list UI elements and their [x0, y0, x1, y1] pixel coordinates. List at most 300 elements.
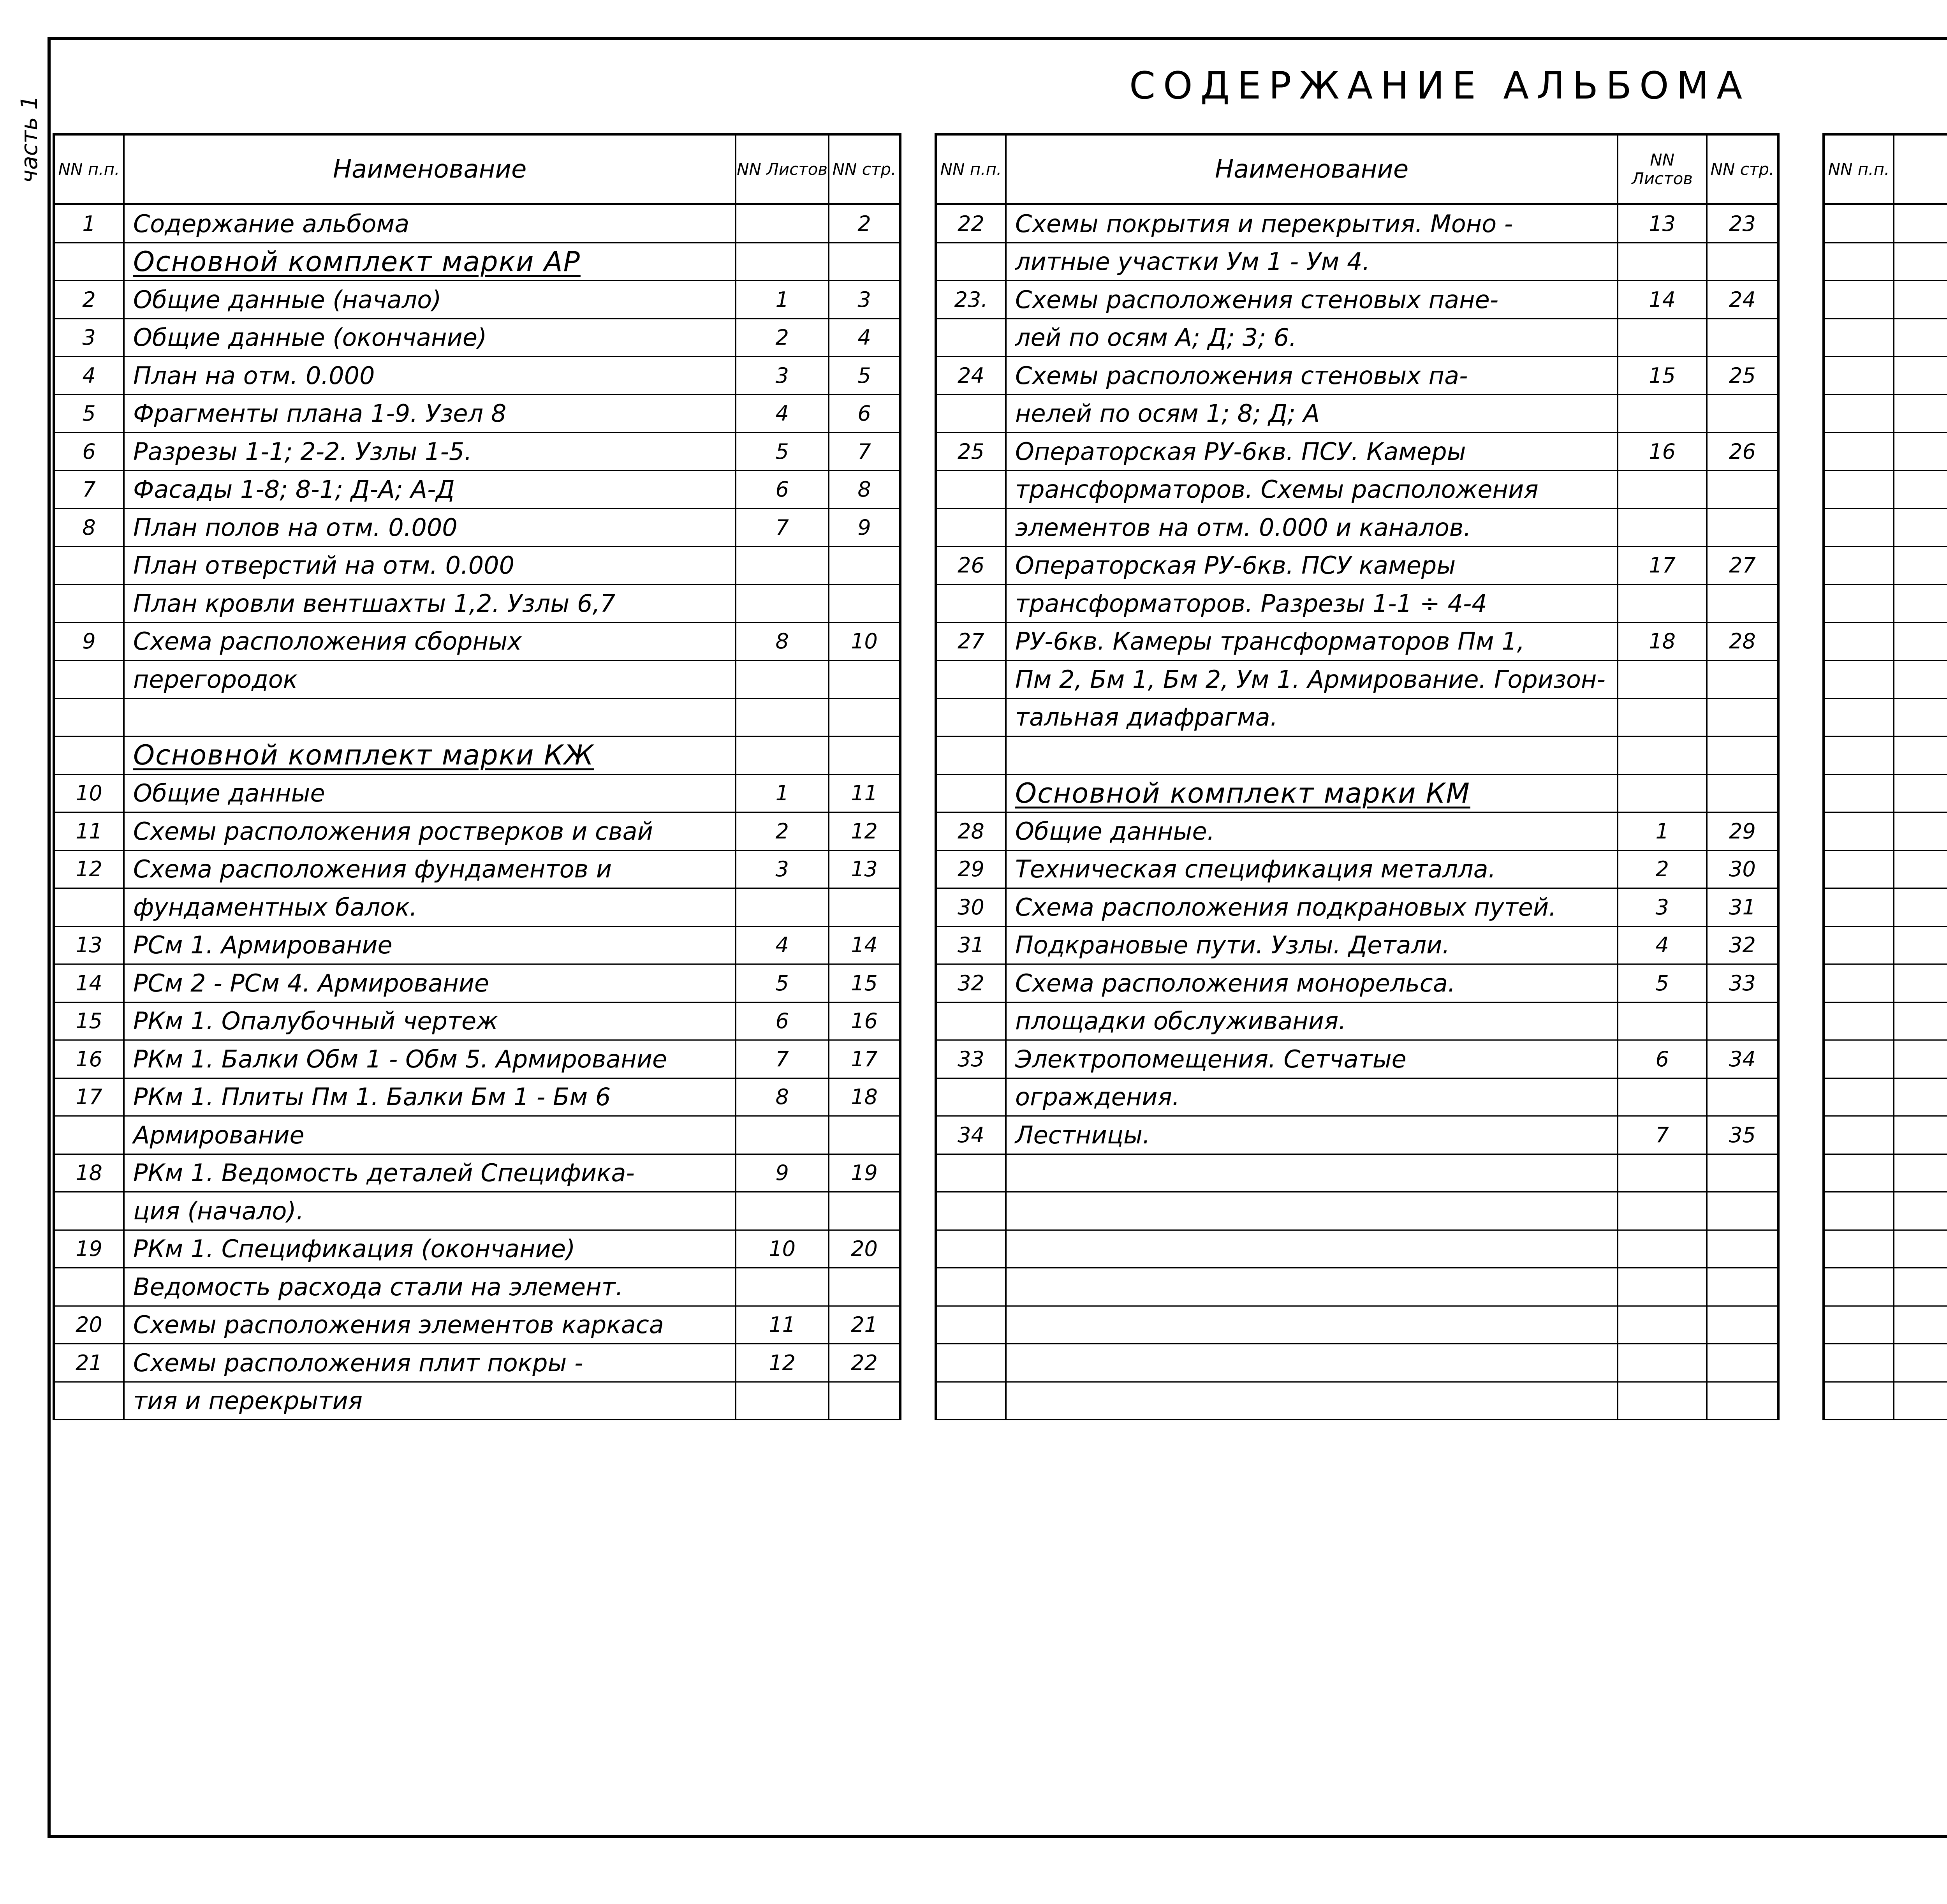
row-name	[1894, 547, 1947, 584]
row-page	[829, 737, 899, 774]
table-row	[53, 205, 901, 243]
table-row	[53, 395, 901, 433]
table-row	[53, 1117, 901, 1155]
row-sheets	[1618, 471, 1708, 508]
row-number	[1825, 1231, 1894, 1268]
contents-table-1	[53, 133, 901, 1420]
row-number	[937, 471, 1007, 508]
row-name	[1894, 1307, 1947, 1344]
row-name	[1894, 623, 1947, 660]
row-number	[55, 585, 125, 622]
row-sheets: 7	[736, 509, 829, 546]
row-name: Схемы покрытия и перекрытия. Моно -	[1007, 205, 1618, 242]
row-name: трансформаторов. Разрезы 1-1 ÷ 4-4	[1007, 585, 1618, 622]
row-number: 24	[937, 357, 1007, 394]
table-row	[1822, 889, 1947, 927]
row-name	[1007, 1344, 1618, 1381]
table-row	[1822, 1307, 1947, 1345]
row-number	[937, 661, 1007, 698]
row-page	[1708, 319, 1777, 356]
row-sheets	[1618, 1231, 1708, 1268]
row-number: 23.	[937, 281, 1007, 318]
row-name: Схема расположения подкрановых путей.	[1007, 889, 1618, 926]
header-sheets: NN Листов	[736, 136, 829, 203]
table-row	[53, 965, 901, 1003]
table-row	[1822, 927, 1947, 965]
row-number	[1825, 395, 1894, 432]
row-sheets	[736, 1383, 829, 1420]
row-sheets	[736, 1268, 829, 1305]
row-name: Основной комплект марки КЖ	[125, 737, 736, 774]
row-number	[937, 319, 1007, 356]
row-name: площадки обслуживания.	[1007, 1003, 1618, 1040]
row-page: 4	[857, 325, 871, 350]
row-number	[55, 661, 125, 698]
row-name: Разрезы 1-1; 2-2. Узлы 1-5.	[125, 433, 736, 470]
table-row	[935, 585, 1780, 623]
row-sheets: 3	[1618, 889, 1708, 926]
row-number	[1825, 319, 1894, 356]
row-name: План на отм. 0.000	[125, 357, 736, 394]
row-sheets: 4	[736, 927, 829, 964]
row-sheets: 16	[1618, 433, 1708, 470]
table-row	[53, 927, 901, 965]
row-name: ограждения.	[1007, 1079, 1618, 1116]
row-name	[1894, 319, 1947, 356]
header-sheets: NN Листов	[1618, 136, 1708, 203]
row-sheets: 6	[736, 471, 829, 508]
row-name	[1894, 471, 1947, 508]
row-number: 18	[55, 1155, 125, 1192]
row-name: Общие данные.	[1007, 813, 1618, 850]
table-row	[1822, 1344, 1947, 1383]
row-name: Схема расположения фундаментов и	[125, 851, 736, 888]
row-sheets: 4	[1618, 927, 1708, 964]
row-name	[1894, 851, 1947, 888]
table-row	[1822, 1079, 1947, 1117]
row-page: 31	[1729, 895, 1756, 919]
row-sheets	[1618, 585, 1708, 622]
row-sheets: 10	[736, 1231, 829, 1268]
row-name	[1894, 205, 1947, 242]
row-sheets	[736, 699, 829, 736]
row-number: 11	[55, 813, 125, 850]
row-page: 30	[1729, 857, 1756, 882]
row-page	[1708, 1155, 1777, 1192]
row-number	[1825, 661, 1894, 698]
row-sheets: 6	[736, 1003, 829, 1040]
table-row	[1822, 509, 1947, 547]
row-sheets: 12	[736, 1344, 829, 1381]
row-name: Фрагменты плана 1-9. Узел 8	[125, 395, 736, 432]
row-page: 24	[1729, 287, 1756, 312]
table-row	[935, 965, 1780, 1003]
row-page: 23	[1729, 211, 1756, 236]
table-row	[53, 357, 901, 395]
table-row	[53, 1307, 901, 1345]
table-row	[53, 623, 901, 661]
table-row	[53, 775, 901, 813]
row-name: литные участки Ум 1 - Ум 4.	[1007, 243, 1618, 280]
table-row	[1822, 699, 1947, 737]
row-number	[1825, 205, 1894, 242]
row-sheets	[736, 243, 829, 280]
row-name: Схемы расположения стеновых па-	[1007, 357, 1618, 394]
table-row	[1822, 585, 1947, 623]
table-row	[935, 395, 1780, 433]
row-sheets	[736, 889, 829, 926]
row-number	[937, 699, 1007, 736]
row-sheets	[736, 585, 829, 622]
row-number	[1825, 1003, 1894, 1040]
table-row	[935, 1231, 1780, 1269]
row-page	[829, 585, 899, 622]
row-page: 35	[1729, 1122, 1756, 1147]
row-sheets	[1618, 1192, 1708, 1229]
row-number: 15	[55, 1003, 125, 1040]
row-number: 31	[937, 927, 1007, 964]
row-page: 20	[851, 1236, 878, 1261]
row-name: РСм 2 - РСм 4. Армирование	[125, 965, 736, 1002]
row-page: 32	[1729, 933, 1756, 958]
row-name	[1894, 585, 1947, 622]
row-page	[1708, 1383, 1777, 1420]
row-page	[1708, 471, 1777, 508]
table-row	[1822, 1231, 1947, 1269]
table-row	[53, 1383, 901, 1421]
row-sheets: 7	[736, 1041, 829, 1078]
row-page: 29	[1729, 819, 1756, 844]
row-page	[829, 889, 899, 926]
row-name: Схемы расположения плит покры -	[125, 1344, 736, 1381]
header-page: NN стр.	[1710, 159, 1774, 179]
table-row	[53, 547, 901, 585]
row-page	[1708, 1079, 1777, 1116]
table-row	[1822, 965, 1947, 1003]
row-number	[55, 1192, 125, 1229]
row-name: Общие данные (начало)	[125, 281, 736, 318]
row-page	[829, 1383, 899, 1420]
row-number: 3	[55, 319, 125, 356]
row-name: План полов на отм. 0.000	[125, 509, 736, 546]
row-page	[1708, 1003, 1777, 1040]
row-number	[55, 699, 125, 736]
row-name: РСм 1. Армирование	[125, 927, 736, 964]
row-name	[1894, 357, 1947, 394]
row-sheets	[1618, 737, 1708, 774]
row-name: Техническая спецификация металла.	[1007, 851, 1618, 888]
row-page	[1708, 1307, 1777, 1344]
table-row	[53, 1344, 901, 1383]
row-name	[1007, 1192, 1618, 1229]
row-name: Электропомещения. Сетчатые	[1007, 1041, 1618, 1078]
header-num: NN п.п.	[55, 136, 125, 203]
table-row	[53, 281, 901, 319]
row-name: Основной комплект марки КМ	[1007, 775, 1618, 812]
table-row	[1822, 357, 1947, 395]
table-row	[935, 851, 1780, 889]
row-number: 19	[55, 1231, 125, 1268]
row-page	[1708, 1231, 1777, 1268]
row-number: 27	[937, 623, 1007, 660]
row-sheets	[736, 737, 829, 774]
row-name	[1894, 1003, 1947, 1040]
row-name: Содержание альбома	[125, 205, 736, 242]
row-sheets	[1618, 1079, 1708, 1116]
row-sheets: 11	[736, 1307, 829, 1344]
row-number	[1825, 1192, 1894, 1229]
row-number: 25	[937, 433, 1007, 470]
table-row	[1822, 547, 1947, 585]
row-name: План отверстий на отм. 0.000	[125, 547, 736, 584]
row-name	[1894, 737, 1947, 774]
row-name: элементов на отм. 0.000 и каналов.	[1007, 509, 1618, 546]
row-page: 15	[851, 970, 878, 995]
header-num: NN п.п.	[937, 136, 1007, 203]
row-name: РКм 1. Плиты Пм 1. Балки Бм 1 - Бм 6	[125, 1079, 736, 1116]
row-name: Общие данные (окончание)	[125, 319, 736, 356]
row-page	[1708, 1268, 1777, 1305]
row-number	[937, 1003, 1007, 1040]
row-name	[1894, 699, 1947, 736]
table-row	[935, 1344, 1780, 1383]
header-name: Наименование	[125, 136, 736, 203]
row-name	[1894, 243, 1947, 280]
row-name	[1894, 1041, 1947, 1078]
table-header	[935, 133, 1780, 205]
row-number	[1825, 623, 1894, 660]
row-number: 9	[55, 623, 125, 660]
row-name: нелей по осям 1; 8; Д; А	[1007, 395, 1618, 432]
row-page	[1708, 243, 1777, 280]
table-row	[1822, 1383, 1947, 1421]
row-name	[1007, 737, 1618, 774]
contents-table-2	[935, 133, 1780, 1420]
row-name	[1894, 281, 1947, 318]
row-name: Основной комплект марки АР	[125, 243, 736, 280]
row-page	[829, 243, 899, 280]
row-name	[1894, 509, 1947, 546]
table-row	[53, 1041, 901, 1079]
table-row	[1822, 281, 1947, 319]
row-sheets: 2	[736, 319, 829, 356]
table-row	[53, 661, 901, 699]
table-row	[1822, 205, 1947, 243]
row-number: 32	[937, 965, 1007, 1002]
row-number	[937, 1192, 1007, 1229]
table-row	[935, 1268, 1780, 1307]
header-name: Наименование	[1007, 136, 1618, 203]
row-page	[829, 661, 899, 698]
table-row	[935, 699, 1780, 737]
table-row	[53, 585, 901, 623]
row-sheets: 8	[736, 1079, 829, 1116]
table-row	[935, 1003, 1780, 1041]
row-page: 16	[851, 1009, 878, 1034]
table-row	[1822, 1192, 1947, 1231]
row-page: 19	[851, 1161, 878, 1185]
header-name	[1894, 136, 1947, 203]
row-sheets	[1618, 395, 1708, 432]
row-number: 7	[55, 471, 125, 508]
row-number: 30	[937, 889, 1007, 926]
row-name: Операторская РУ-6кв. ПСУ камеры	[1007, 547, 1618, 584]
table-row	[53, 851, 901, 889]
row-number: 1	[55, 205, 125, 242]
row-page	[829, 1192, 899, 1229]
table-header	[1822, 133, 1947, 205]
row-page	[1708, 509, 1777, 546]
row-number	[55, 1268, 125, 1305]
row-page: 8	[857, 477, 871, 502]
row-number: 20	[55, 1307, 125, 1344]
row-number	[1825, 1041, 1894, 1078]
row-number	[937, 509, 1007, 546]
row-name: Общие данные	[125, 775, 736, 812]
row-name: Армирование	[125, 1117, 736, 1154]
row-number	[937, 1344, 1007, 1381]
row-name	[1894, 433, 1947, 470]
row-number: 21	[55, 1344, 125, 1381]
row-number	[937, 1155, 1007, 1192]
row-page	[1708, 1192, 1777, 1229]
row-number	[1825, 1383, 1894, 1420]
table-row	[1822, 661, 1947, 699]
row-number	[55, 1383, 125, 1420]
table-row	[53, 471, 901, 509]
row-number: 8	[55, 509, 125, 546]
row-page	[1708, 775, 1777, 812]
row-name	[125, 699, 736, 736]
header-num: NN п.п.	[1825, 136, 1894, 203]
row-page: 21	[851, 1312, 878, 1337]
row-name: Схемы расположения ростверков и свай	[125, 813, 736, 850]
table-row	[53, 1192, 901, 1231]
row-number: 29	[937, 851, 1007, 888]
row-sheets	[736, 661, 829, 698]
row-sheets	[1618, 1383, 1708, 1420]
row-sheets: 1	[736, 281, 829, 318]
row-number	[55, 1117, 125, 1154]
table-row	[1822, 1117, 1947, 1155]
table-row	[935, 1079, 1780, 1117]
table-row	[935, 1192, 1780, 1231]
row-number	[1825, 547, 1894, 584]
row-page: 14	[851, 933, 878, 958]
row-name	[1894, 1155, 1947, 1192]
table-row	[53, 433, 901, 471]
row-number	[1825, 1155, 1894, 1192]
table-row	[53, 509, 901, 547]
row-page	[1708, 699, 1777, 736]
row-page	[829, 1117, 899, 1154]
header-page: NN стр.	[832, 159, 896, 179]
row-page: 12	[851, 819, 878, 844]
row-sheets	[1618, 1307, 1708, 1344]
row-sheets: 3	[736, 851, 829, 888]
row-number	[1825, 243, 1894, 280]
table-row	[1822, 1041, 1947, 1079]
row-sheets	[1618, 509, 1708, 546]
row-sheets: 9	[736, 1155, 829, 1192]
row-number	[1825, 699, 1894, 736]
row-number: 22	[937, 205, 1007, 242]
row-name	[1894, 1383, 1947, 1420]
table-row	[935, 281, 1780, 319]
row-name	[1894, 927, 1947, 964]
row-page: 13	[851, 857, 878, 882]
table-row	[935, 1307, 1780, 1345]
row-name: РУ-6кв. Камеры трансформаторов Пм 1,	[1007, 623, 1618, 660]
row-name: Пм 2, Бм 1, Бм 2, Ум 1. Армирование. Горизон-	[1007, 661, 1618, 698]
row-number	[937, 585, 1007, 622]
row-name	[1894, 1117, 1947, 1154]
row-name: Схема расположения монорельса.	[1007, 965, 1618, 1002]
row-number	[937, 1079, 1007, 1116]
table-row	[53, 1231, 901, 1269]
row-page: 22	[851, 1350, 878, 1375]
row-number: 17	[55, 1079, 125, 1116]
row-number	[1825, 889, 1894, 926]
row-name: фундаментных балок.	[125, 889, 736, 926]
row-name: План кровли вентшахты 1,2. Узлы 6,7	[125, 585, 736, 622]
row-number	[937, 1307, 1007, 1344]
row-number	[1825, 1344, 1894, 1381]
table-row	[1822, 813, 1947, 851]
row-name	[1007, 1155, 1618, 1192]
row-page: 10	[851, 629, 878, 654]
row-page: 26	[1729, 439, 1756, 464]
row-number	[55, 547, 125, 584]
table-row	[1822, 471, 1947, 509]
table-row	[1822, 775, 1947, 813]
row-page: 27	[1729, 553, 1756, 578]
row-name: Подкрановые пути. Узлы. Детали.	[1007, 927, 1618, 964]
row-sheets	[1618, 243, 1708, 280]
row-page: 2	[857, 211, 871, 236]
row-sheets	[736, 1192, 829, 1229]
row-number	[1825, 357, 1894, 394]
table-row	[935, 623, 1780, 661]
table-row	[935, 509, 1780, 547]
row-page: 7	[857, 439, 871, 464]
row-name	[1894, 1079, 1947, 1116]
row-number: 2	[55, 281, 125, 318]
row-number	[1825, 1268, 1894, 1305]
row-sheets	[1618, 1268, 1708, 1305]
table-row	[935, 547, 1780, 585]
row-page	[1708, 585, 1777, 622]
table-row	[1822, 1155, 1947, 1193]
row-number: 5	[55, 395, 125, 432]
row-number: 28	[937, 813, 1007, 850]
row-page: 18	[851, 1085, 878, 1110]
row-page: 9	[857, 515, 871, 540]
table-row	[935, 1155, 1780, 1193]
row-name	[1894, 1231, 1947, 1268]
row-sheets	[1618, 775, 1708, 812]
row-name: Ведомость расхода стали на элемент.	[125, 1268, 736, 1305]
table-row	[935, 927, 1780, 965]
row-name: Лестницы.	[1007, 1117, 1618, 1154]
row-page: 34	[1729, 1046, 1756, 1071]
table-row	[935, 813, 1780, 851]
row-name	[1894, 661, 1947, 698]
row-number	[55, 737, 125, 774]
table-row	[1822, 433, 1947, 471]
table-row	[53, 1003, 901, 1041]
row-name: РКм 1. Ведомость деталей Специфика-	[125, 1155, 736, 1192]
